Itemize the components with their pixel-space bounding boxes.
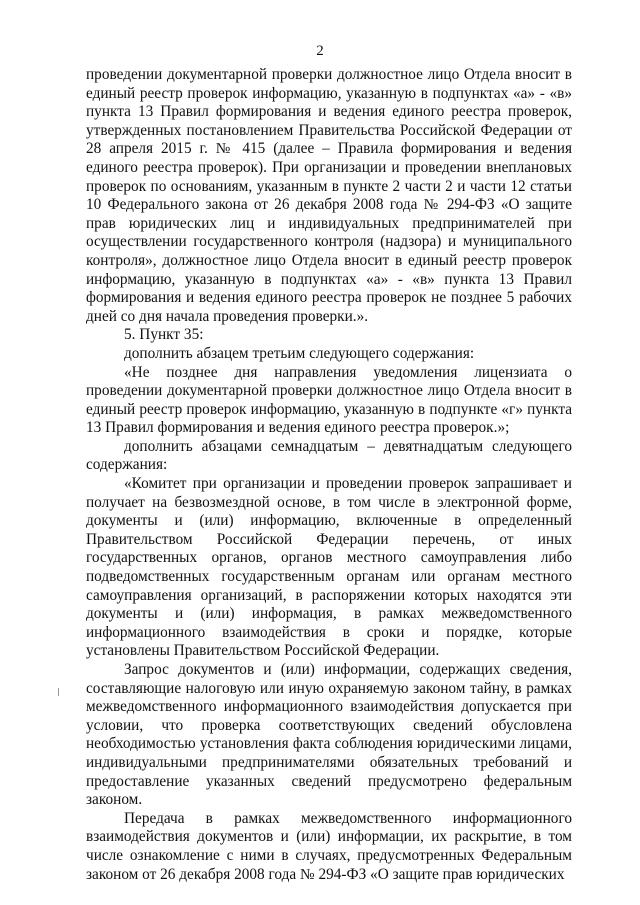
paragraph-continuation: проведении документарной проверки должностное лицо Отдела вносит в единый реестр проверок информацию, указанную в подпунктах «а» - «в» пункта 13 Правил формирования и ведения единого реестра проверок, утвержденных постановлением Правительства Российской Федерации от 28 апреля 2015 г. № 415 (далее – Правила формирования и ведения единого реестра проверок). При организации и проведении внеплановых проверок по основаниям, указанным в пункте 2 части 2 и части 12 статьи 10 Федерального закона от 26 декабря 2008 года № 294-ФЗ «О защите прав юридических лиц и индивидуальных предпринимателей при осуществлении государственного контроля (надзора) и муниципального контроля», должностное лицо Отдела вносит в единый реестр проверок информацию, указанную в подпунктах «а» - «в» пункта 13 Правил формирования и ведения единого реестра проверок не позднее 5 рабочих дней со дня начала проведения проверки.».: [86, 66, 572, 325]
document-body: [86, 66, 572, 884]
page-number: 2: [316, 43, 324, 59]
paragraph-committee-requests: «Комитет при организации и проведении проверок запрашивает и получает на безвозмездной основе, в том числе в электронной форме, документы и (или) информацию, включенные в определенный Правительством Российской Федерации перечень, от иных государственных органов, органов местного самоуправления либо подведомственных государственным органам или органам местного самоуправления организаций, в распоряжении которых находятся эти документы и (или) информация, в рамках межведомственного информационного взаимодействия в сроки и порядке, которые установлены Правительством Российской Федерации.: [86, 475, 572, 660]
scan-margin-mark: [58, 688, 59, 696]
paragraph-add-clauses-17-19: дополнить абзацами семнадцатым – девятнадцатым следующего содержания:: [86, 437, 572, 474]
paragraph-quoted-clause: «Не позднее дня направления уведомления лицензиата о проведении документарной проверки должностное лицо Отдела вносит в единый реестр проверок информацию, указанную в подпункте «г» пункта 13 Правил формирования и ведения единого реестра проверок.»;: [86, 363, 572, 437]
paragraph-request-secret-info: Запрос документов и (или) информации, содержащих сведения, составляющие налоговую или иную охраняемую законом тайну, в рамках межведомственного информационного взаимодействия допускается при условии, что проверка соответствующих сведений обусловлена необходимостью установления факта соблюдения юридическими лицами, индивидуальными предпринимателями обязательных требований и предоставление указанных сведений предусмотрено федеральным законом.: [86, 661, 572, 809]
paragraph-add-third-clause: дополнить абзацем третьим следующего содержания:: [124, 344, 475, 362]
paragraph-transfer-documents: Передача в рамках межведомственного информационного взаимодействия документов и (или) информации, их раскрытие, в том числе ознакомление с ними в случаях, предусмотренных Федеральным законом от 26 декабря 2008 года № 294-ФЗ «О защите прав юридических: [86, 809, 572, 883]
paragraph-item-5-heading: 5. Пункт 35:: [124, 326, 204, 344]
